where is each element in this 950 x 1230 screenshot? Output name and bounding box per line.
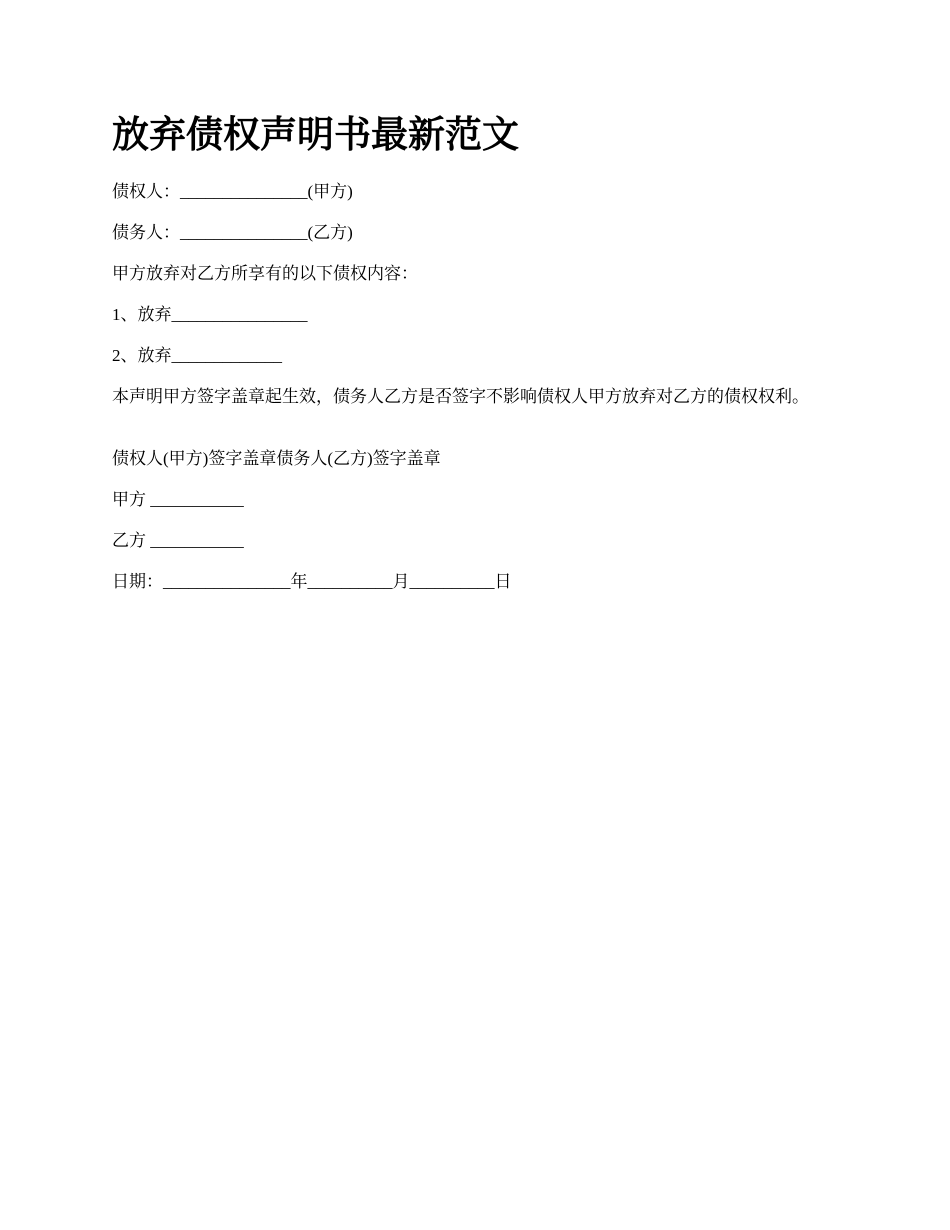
document-title: 放弃债权声明书最新范文 [112,115,519,156]
waiver-item-1: 1、放弃________________ [112,305,308,324]
waiver-intro: 甲方放弃对乙方所享有的以下债权内容： [112,264,418,283]
debtor-line: 债务人：_______________(乙方) [112,223,353,242]
waiver-item-2: 2、放弃_____________ [112,346,282,365]
creditor-line: 债权人：_______________(甲方) [112,182,353,201]
date-line: 日期：_______________年__________月__________日 [112,572,512,591]
signature-heading: 债权人(甲方)签字盖章债务人(乙方)签字盖章 [112,449,441,468]
party-a-signature-line: 甲方 ___________ [112,490,244,509]
effect-statement: 本声明甲方签字盖章起生效，债务人乙方是否签字不影响债权人甲方放弃对乙方的债权权利。 [112,387,809,406]
party-b-signature-line: 乙方 ___________ [112,531,244,550]
